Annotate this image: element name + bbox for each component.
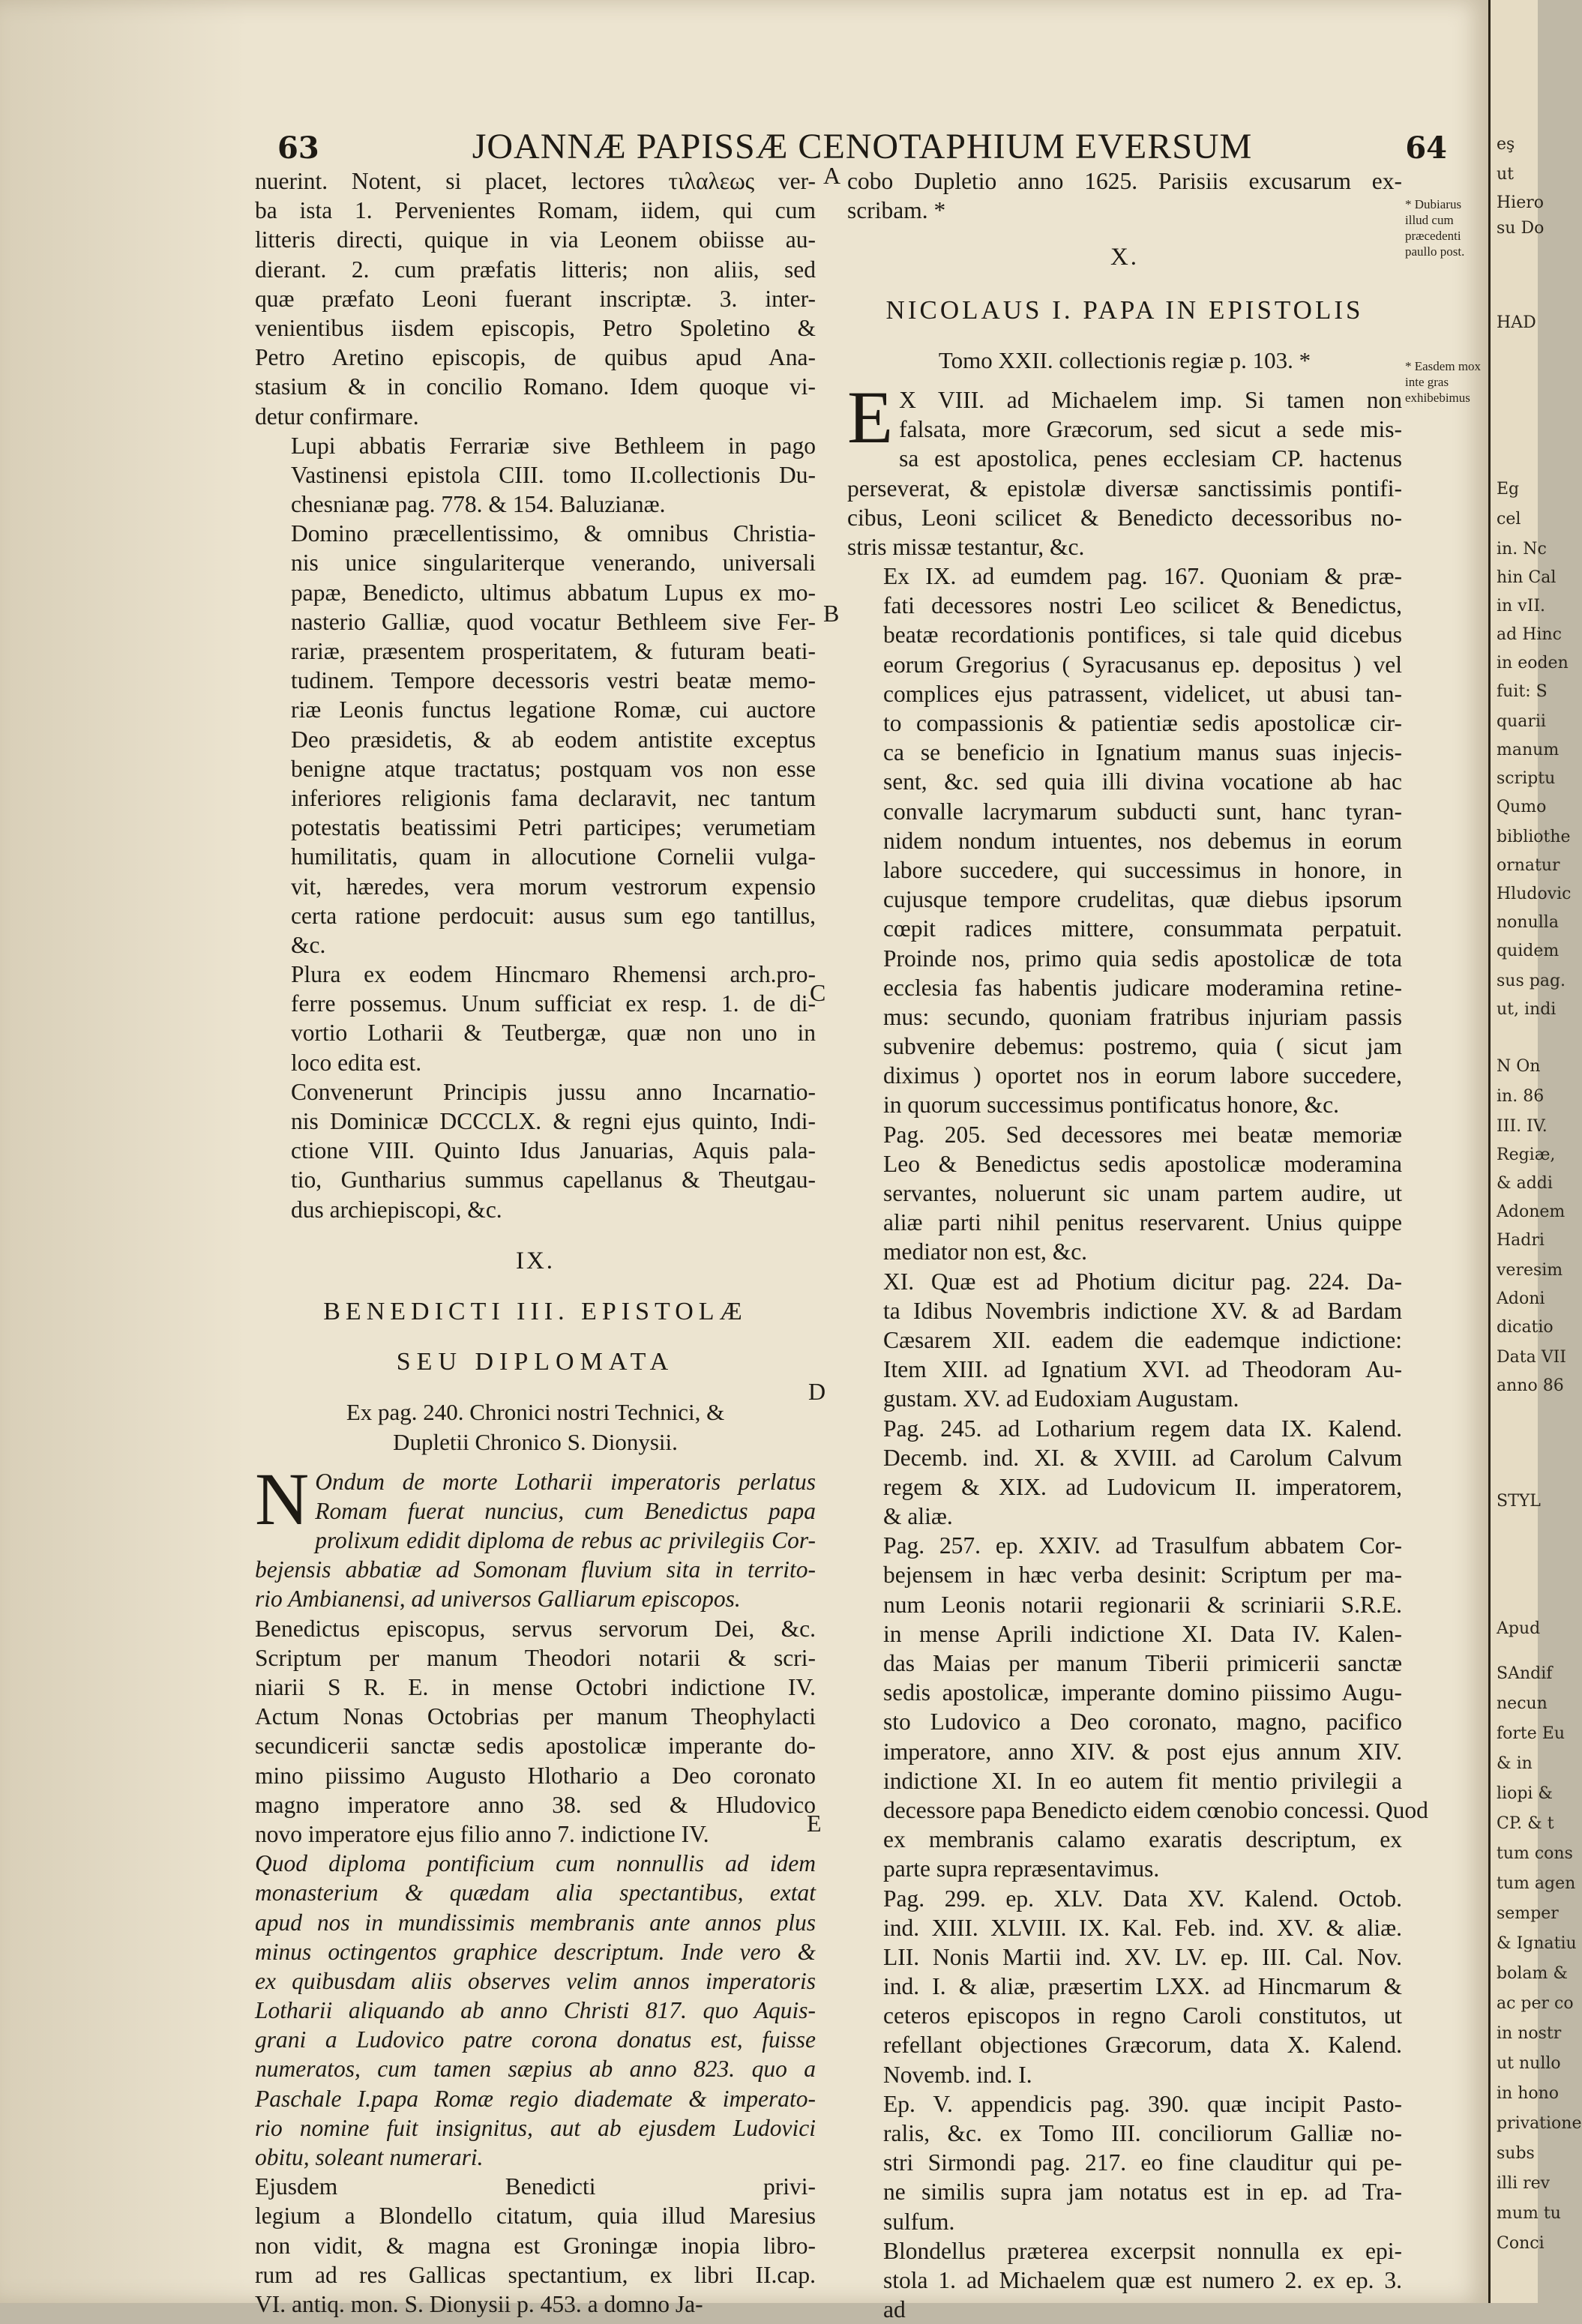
text-line: ca se beneficio in Ignatium manus suas injecis- — [883, 739, 1402, 766]
text-line: nidem nondum intuentes, nos debemus in eorum — [883, 827, 1402, 854]
adjacent-page-fragment: & addi — [1497, 1174, 1553, 1193]
text-line: Novemb. ind. I. — [883, 2061, 1032, 2088]
adjacent-page-fragment: anno 86 — [1497, 1376, 1564, 1395]
text-line: Lupi abbatis Ferrariæ sive Bethleem in pago — [291, 432, 816, 459]
adjacent-page-fragment: SAndif — [1497, 1664, 1553, 1683]
text-line: non vidit, & magna est Groningæ inopia libro- — [255, 2232, 816, 2259]
adjacent-page-fragment: STYL — [1497, 1492, 1541, 1511]
text-line: nasterio Galliæ, quod vocatur Bethleem sive Fer- — [291, 608, 816, 635]
text-line: stris missæ testantur, &c. — [847, 533, 1085, 560]
text-line: ferre possemus. Unum sufficiat ex resp. 1. de di- — [291, 990, 816, 1017]
text-line: das Maias per manum Tiberii primicerii sanctæ — [883, 1650, 1402, 1677]
adjacent-page-fragment: Regiæ, — [1497, 1146, 1556, 1164]
text-line: mus: secundo, quoniam fratribus injuriam passis — [883, 1003, 1402, 1030]
text-line: monasterium & quædam alia spectantibus, extat — [255, 1879, 816, 1906]
dropcap-paragraph — [255, 1457, 816, 1614]
text-line: humilitatis, quam in allocutione Cornelii vulga- — [291, 843, 816, 870]
text-line: to compassionis & patientiæ sedis apostolicæ cir- — [883, 710, 1402, 737]
text-line: cobo Dupletio anno 1625. Parisiis excusarum ex- — [847, 168, 1402, 194]
paragraph — [847, 562, 1402, 1120]
text-line: Plura ex eodem Hincmaro Rhemensi arch.pro- — [291, 961, 816, 988]
text-line: Scriptum per manum Theodori notarii & scri- — [255, 1644, 816, 1671]
paragraph — [847, 1414, 1402, 1532]
drop-capital: N — [255, 1457, 310, 1541]
margin-letter-d: D — [808, 1378, 826, 1405]
margin-letter-c: C — [810, 979, 826, 1006]
text-line: sent, &c. sed quia illi divina vocatione ab hac — [883, 768, 1402, 795]
text-line: falsata, more Græcorum, sed sicut a sede mis- — [899, 416, 1402, 443]
text-line: magno imperatore anno 38. sed & Hludovico — [255, 1791, 816, 1818]
left-column — [255, 166, 816, 2319]
text-line: litteris directi, quique in via Leonem obiisse au- — [255, 226, 816, 253]
paragraph — [847, 1531, 1428, 1883]
italic-paragraph — [255, 1457, 816, 1614]
drop-capital: E — [847, 375, 894, 459]
adjacent-page-fragment: in hono — [1497, 2084, 1560, 2103]
text-line: Ex IX. ad eumdem pag. 167. Quoniam & præ- — [883, 563, 1402, 590]
adjacent-page-fragment: necun — [1497, 1694, 1548, 1713]
text-line: sa est apostolica, penes ecclesiam CP. hactenus — [899, 445, 1402, 472]
text-line: Ondum de morte Lotharii imperatoris perlatus — [315, 1468, 816, 1495]
text-line: in quorum successimus pontificatus honore, &c. — [883, 1092, 1340, 1119]
text-line: numeratos, cum tamen sæpius ab anno 823. quo a — [255, 2056, 816, 2083]
text-line: ecclesia fas habentis judicare moderamina retine- — [883, 974, 1402, 1001]
paragraph — [255, 1614, 816, 1849]
paragraph — [847, 2236, 1402, 2324]
adjacent-page-fragment: manum — [1497, 741, 1560, 759]
text-line: ceteros episcopos in regno Caroli constitutos, ut — [883, 2002, 1402, 2029]
page-number-right: 64 — [1405, 130, 1447, 166]
text-line: benigne atque tractatus; postquam vos non esse — [291, 755, 816, 782]
text-line: Cæsarem XII. eadem die eademque indictione: — [883, 1326, 1402, 1353]
text-line: riæ Leonis functus legatione Romæ, cui auctore — [291, 696, 816, 723]
paragraph — [847, 166, 1402, 225]
text-line: rio nomine fuit insignitus, aut ab ejusdem Ludovici — [255, 2114, 816, 2141]
text-line: ctione VIII. Quinto Idus Januarias, Aquis pala- — [291, 1137, 816, 1164]
text-line: Vastinensi epistola CIII. tomo II.collectionis Du- — [291, 461, 816, 488]
gutter-shade — [0, 0, 247, 2303]
text-line: legium a Blondello citatum, quia illud Maresius — [255, 2203, 816, 2230]
text-line: ind. I. & aliæ, præsertim LXX. ad Hincmarum & — [883, 1973, 1402, 2000]
adjacent-page-fragment: mum tu — [1497, 2204, 1561, 2223]
adjacent-page-fragment: Hadri — [1497, 1231, 1545, 1250]
paragraph — [847, 2089, 1402, 2236]
adjacent-page-edge — [1488, 0, 1582, 2303]
adjacent-page-fragment: cel — [1497, 510, 1521, 529]
text-line: prolixum edidit diploma de rebus ac privilegiis Cor- — [315, 1527, 816, 1554]
page-number-left: 63 — [277, 130, 319, 166]
text-line: bejensis abbatiæ ad Somonam fluvium sita in territo- — [255, 1556, 816, 1583]
italic-paragraph — [255, 1849, 816, 2172]
adjacent-page-fragment: fuit: S — [1497, 682, 1548, 701]
paragraph — [255, 1077, 816, 1224]
adjacent-page-fragment: in. 86 — [1497, 1087, 1545, 1106]
text-line: apud nos in mundissimis membranis ante annos plus — [255, 1909, 816, 1936]
section-source — [255, 1397, 816, 1456]
text-line: dierant. 2. cum præfatis litteris; non aliis, sed — [255, 256, 816, 283]
text-line: chesnianæ pag. 778. & 154. Baluzianæ. — [291, 491, 666, 518]
section-number: X. — [1110, 244, 1140, 271]
text-line: convalle lacrymarum subducti sunt, hanc tyran- — [883, 798, 1402, 825]
text-line: papæ, Benedicto, ultimus abbatum Lupus ex mo- — [291, 579, 816, 606]
text-line: Quod diploma pontificium cum nonnullis ad idem — [255, 1850, 816, 1877]
adjacent-page-fragment: III. IV. — [1497, 1117, 1548, 1136]
text-line: Benedictus episcopus, servus servorum Dei, &c. — [255, 1615, 816, 1642]
text-line: tudinem. Tempore decessoris vestri beatæ memo- — [291, 667, 816, 694]
text-line: indictione XI. In eo autem fit mentio privilegii a — [883, 1767, 1402, 1794]
text-line: beatæ recordationis pontifices, si tale quid dicebus — [883, 621, 1402, 648]
dropcap-paragraph — [847, 375, 1402, 562]
text-line: ex quibusdam aliis observes velim annos imperatoris — [255, 1967, 816, 1994]
text-line: certa ratione perdocuit: ausus sum ego tantillus, — [291, 902, 816, 929]
paragraph — [255, 519, 816, 960]
margin-letter-b: B — [823, 600, 840, 627]
text-line: Romam fuerat nuncius, cum Benedictus papa — [315, 1497, 816, 1524]
adjacent-page-fragment: Hiero — [1497, 193, 1545, 212]
text-line: nuerint. Notent, si placet, lectores τιλαλεως ver- — [255, 168, 816, 194]
adjacent-page-fragment: quidem — [1497, 942, 1560, 960]
text-line: venientibus iisdem episcopis, Petro Spoletino & — [255, 314, 816, 341]
adjacent-page-fragment: in. Nc — [1497, 540, 1547, 559]
text-line: perseverat, & epistolæ diversæ sanctissimis pontifi- — [847, 475, 1402, 502]
text-line: ba ista 1. Pervenientes Romam, iidem, qui cum — [255, 197, 816, 224]
adjacent-page-fragment: privatione — [1497, 2114, 1582, 2133]
adjacent-page-fragment: liopi & — [1497, 1784, 1554, 1803]
text-line: rum ad res Gallicas spectantium, ex libri II.cap. — [255, 2261, 816, 2288]
text-line: Pag. 245. ad Lotharium regem data IX. Kalend. — [883, 1415, 1402, 1442]
text-line: stri Sirmondi pag. 217. eo fine clauditur qui pe- — [883, 2149, 1402, 2176]
text-line: tio, Guntharius summus capellanus & Theutgau- — [291, 1166, 816, 1193]
adjacent-page-fragment: scriptu — [1497, 769, 1556, 788]
text-line: cœpit radices mittere, consummata perpatuit. — [883, 915, 1402, 942]
text-line: potestatis beatissimi Petri participes; verumetiam — [291, 814, 816, 841]
paragraph — [255, 166, 816, 431]
text-line: rariæ, præsentem prosperitatem, & futuram beati- — [291, 638, 816, 664]
text-line: Ex pag. 240. Chronici nostri Technici, & — [346, 1399, 725, 1426]
text-line: niarii S R. E. in mense Octobri indictione IV. — [255, 1674, 816, 1701]
adjacent-page-fragment: in nostr — [1497, 2024, 1562, 2043]
text-line: Actum Nonas Octobrias per manum Theophylacti — [255, 1703, 816, 1730]
paragraph — [255, 2172, 816, 2319]
section-title: NICOLAUS I. PAPA IN EPISTOLIS — [885, 295, 1364, 325]
text-line: Blondellus præterea excerpsit nonnulla ex epi- — [883, 2237, 1402, 2264]
section-subtitle: SEU DIPLOMATA — [396, 1348, 675, 1376]
adjacent-page-fragment: Qumo — [1497, 798, 1547, 816]
text-line: VI. antiq. mon. S. Dionysii p. 453. a domno Ja- — [255, 2290, 703, 2317]
text-line: imperatore, anno XIV. & post ejus annum XIV. — [883, 1738, 1402, 1765]
text-line: parte supra repræsentavimus. — [883, 1855, 1160, 1882]
adjacent-page-fragment: in vII. — [1497, 597, 1546, 615]
text-line: labore succedere, qui successimus in honore, in — [883, 856, 1402, 883]
adjacent-page-fragment: ac per co — [1497, 1994, 1574, 2013]
text-line: inferiores religionis fama declaravit, nec tantum — [291, 784, 816, 811]
text-line: Ejusdem Benedicti privi- — [255, 2173, 816, 2200]
text-line: Dupletii Chronico S. Dionysii. — [393, 1428, 678, 1455]
section-number: IX. — [515, 1247, 556, 1274]
text-line: eorum Gregorius ( Syracusanus ep. depositus ) vel — [883, 651, 1402, 678]
text-line: ad — [883, 2296, 906, 2323]
text-line: ex membranis calamo exaratis descriptum, ex — [883, 1826, 1402, 1853]
adjacent-page-fragment: Adonem — [1497, 1202, 1566, 1221]
adjacent-page-fragment: hin Cal — [1497, 568, 1557, 587]
adjacent-page-fragment: Data VII — [1497, 1348, 1566, 1367]
adjacent-page-fragment: semper — [1497, 1904, 1559, 1923]
text-line: ralis, &c. ex Tomo III. conciliorum Galliæ no- — [883, 2120, 1402, 2147]
adjacent-page-fragment: N On — [1497, 1057, 1541, 1076]
text-line: XI. Quæ est ad Photium dicitur pag. 224. Da- — [883, 1268, 1402, 1295]
text-line: ne similis supra jam notatus est in ep. ad Tra- — [883, 2179, 1402, 2206]
text-line: novo imperatore ejus filio anno 7. indictione IV. — [255, 1820, 709, 1847]
text-line: Item XIII. ad Ignatium XVI. ad Theodoram Au- — [883, 1356, 1402, 1383]
text-line: X VIII. ad Michaelem imp. Si tamen non — [899, 386, 1402, 413]
adjacent-page-fragment: ornatur — [1497, 856, 1560, 875]
adjacent-page-fragment: quarii — [1497, 712, 1546, 731]
adjacent-page-fragment: nonulla — [1497, 913, 1559, 932]
text-line: ind. XIII. XLVIII. IX. Kal. Feb. ind. XV. & aliæ. — [883, 1914, 1402, 1941]
adjacent-page-fragment: subs — [1497, 2144, 1535, 2163]
text-line: Ep. V. appendicis pag. 390. quæ incipit Pasto- — [883, 2090, 1402, 2117]
adjacent-page-fragment: tum agen — [1497, 1874, 1576, 1893]
text-line: quæ præfato Leoni fuerant inscriptæ. 3. inter- — [255, 285, 816, 312]
text-line: sedis apostolicæ, imperante domino piissimo Augu- — [883, 1679, 1402, 1706]
adjacent-page-fragment: su Do — [1497, 219, 1545, 238]
adjacent-page-fragment: & in — [1497, 1754, 1533, 1773]
margin-letter-e: E — [807, 1810, 822, 1837]
adjacent-page-fragment: Eg — [1497, 480, 1520, 499]
text-line: diximus ) oportet nos in eorum labore succedere, — [883, 1062, 1402, 1089]
text-line: complices ejus patrassent, videlicet, ut abusi tan- — [883, 680, 1402, 707]
text-line: cujusque tempore crudelitas, quæ diebus ipsorum — [883, 886, 1402, 913]
paragraph — [847, 375, 1402, 562]
text-line: rio Ambianensi, ad universos Galliarum episcopos. — [255, 1586, 741, 1613]
adjacent-page-fragment: Adoni — [1497, 1289, 1545, 1308]
adjacent-page-fragment: & Ignatiu — [1497, 1934, 1577, 1953]
text-line: gustam. XV. ad Eudoxiam Augustam. — [883, 1385, 1239, 1412]
text-line: Lotharii aliquando ab anno Christi 817. quo Aquis- — [255, 1997, 816, 2024]
text-line: regem & XIX. ad Ludovicum II. imperatorem, — [883, 1473, 1402, 1500]
adjacent-page-fragment: ut — [1497, 165, 1515, 184]
side-note: * Dubiarus illud cum præcedenti paullo post. — [1405, 197, 1465, 259]
text-line: Pag. 205. Sed decessores mei beatæ memoriæ — [883, 1121, 1402, 1148]
text-line: scribam. * — [847, 197, 946, 224]
adjacent-page-fragment: bolam & — [1497, 1964, 1568, 1983]
text-line: sto Ludovico a Deo coronato, magno, pacifico — [883, 1709, 1402, 1736]
adjacent-page-fragment: HAD — [1497, 313, 1536, 332]
text-line: nis unice singulariterque venerando, universali — [291, 550, 816, 577]
text-line: stola 1. ad Michaelem quæ est numero 2. ex ep. 3. — [883, 2266, 1402, 2293]
text-line: refellant objectiones Græcorum, data X. Kalend. — [883, 2032, 1402, 2059]
text-line: Paschale I.papa Romæ regio diademate & imperato- — [255, 2085, 816, 2112]
text-line: fati decessores nostri Leo scilicet & Benedictus, — [883, 592, 1402, 619]
text-line: Deo præsidetis, & ab eodem antistite exceptus — [291, 726, 816, 753]
text-line: num Leonis notarii regionarii & scriniarii S.R.E. — [883, 1591, 1402, 1618]
text-line: decessore papa Benedicto eidem cœnobio concessi. Quod — [883, 1796, 1428, 1823]
text-line: vortio Lotharii & Teutbergæ, quæ non uno in — [291, 1020, 816, 1047]
text-line: Proinde nos, primo quia sedis apostolicæ de tota — [883, 945, 1402, 972]
paragraph — [847, 1267, 1402, 1414]
adjacent-page-fragment: illi rev — [1497, 2174, 1551, 2193]
side-note: * Easdem mox inte gras exhibebimus — [1405, 359, 1482, 405]
adjacent-page-fragment: ad Hinc — [1497, 625, 1562, 644]
text-line: detur confirmare. — [255, 403, 419, 430]
paragraph — [255, 431, 816, 520]
text-line: Decemb. ind. XI. & XVIII. ad Carolum Calvum — [883, 1444, 1402, 1471]
text-line: grani a Ludovico patre corona donatus est, fuisse — [255, 2026, 816, 2053]
text-line: & aliæ. — [883, 1503, 953, 1530]
running-title: JOANNÆ PAPISSÆ CENOTAPHIUM EVERSUM — [472, 127, 1253, 166]
text-line: Pag. 257. ep. XXIV. ad Trasulfum abbatem Cor- — [883, 1532, 1402, 1559]
adjacent-page-fragment: ut nullo — [1497, 2054, 1561, 2073]
text-line: mino piissimo Augusto Hlothario a Deo coronato — [255, 1762, 816, 1789]
adjacent-page-fragment: Apud — [1497, 1619, 1541, 1638]
text-line: minus octingentos graphice descriptum. Inde vero & — [255, 1938, 816, 1965]
section-title: BENEDICTI III. EPISTOLÆ — [323, 1297, 748, 1325]
text-line: servantes, noluerunt sic unam partem audire, ut — [883, 1180, 1402, 1207]
adjacent-page-fragment: bibliothe — [1497, 828, 1571, 846]
text-line: obitu, soleant numerari. — [255, 2144, 484, 2171]
adjacent-page-fragment: sus pag. — [1497, 972, 1566, 990]
text-line: in mense Aprili indictione XI. Data IV. Kalen- — [883, 1620, 1402, 1647]
text-line: mediator non est, &c. — [883, 1238, 1088, 1265]
adjacent-page-fragment: CP. & t — [1497, 1814, 1554, 1833]
adjacent-page-fragment: eş — [1497, 135, 1515, 154]
text-line: dus archiepiscopi, &c. — [291, 1196, 502, 1223]
section-source: Tomo XXII. collectionis regiæ p. 103. * — [938, 346, 1311, 373]
text-line: secundicerii sanctæ sedis apostolicæ imperante do- — [255, 1733, 816, 1759]
adjacent-page-fragment: dicatio — [1497, 1318, 1554, 1337]
adjacent-page-fragment: Hludovic — [1497, 885, 1572, 903]
text-line: Convenerunt Principis jussu anno Incarnatio- — [291, 1078, 816, 1105]
text-line: aliæ parti nihil penitus reservarent. Unius quippe — [883, 1209, 1402, 1236]
text-line: bejensem in hæc verba desinit: Scriptum per ma- — [883, 1562, 1402, 1589]
adjacent-page-fragment: ut, indi — [1497, 1000, 1557, 1019]
text-line: subvenire debemus: postremo, quia ( sicut jam — [883, 1033, 1402, 1060]
text-line: stasium & in concilio Romano. Idem quoque vi- — [255, 373, 816, 400]
text-line: cibus, Leoni scilicet & Benedicto decessoribus no- — [847, 504, 1402, 531]
running-head — [277, 126, 1447, 171]
text-line: Leo & Benedictus sedis apostolicæ moderamina — [883, 1150, 1402, 1177]
adjacent-page-fragment: Conci — [1497, 2234, 1545, 2253]
adjacent-page-fragment: forte Eu — [1497, 1724, 1565, 1743]
paragraph — [847, 1120, 1402, 1267]
text-line: &c. — [291, 931, 326, 958]
text-line: sulfum. — [883, 2208, 955, 2235]
text-line: Petro Aretino episcopis, de quibus apud Ana- — [255, 344, 816, 371]
paragraph — [255, 960, 816, 1077]
paragraph — [847, 1884, 1402, 2089]
text-line: ta Idibus Novembris indictione XV. & ad Bardam — [883, 1297, 1402, 1324]
text-line: nis Dominicæ DCCCLX. & regni ejus quinto, Indi- — [291, 1108, 816, 1134]
text-line: LII. Nonis Martii ind. XV. LV. ep. III. Cal. Nov. — [883, 1943, 1402, 1970]
text-line: vit, hæredes, vera morum vestrorum expensio — [291, 873, 816, 900]
adjacent-page-fragment: in eoden — [1497, 654, 1569, 672]
text-line: Domino præcellentissimo, & omnibus Christia- — [291, 520, 816, 547]
margin-letter-a: A — [823, 162, 841, 189]
text-line: loco edita est. — [291, 1049, 422, 1076]
adjacent-page-fragment: tum cons — [1497, 1844, 1573, 1863]
text-line: Pag. 299. ep. XLV. Data XV. Kalend. Octob. — [883, 1885, 1402, 1912]
right-column — [847, 166, 1428, 2324]
adjacent-page-fragment: veresim — [1497, 1261, 1563, 1280]
